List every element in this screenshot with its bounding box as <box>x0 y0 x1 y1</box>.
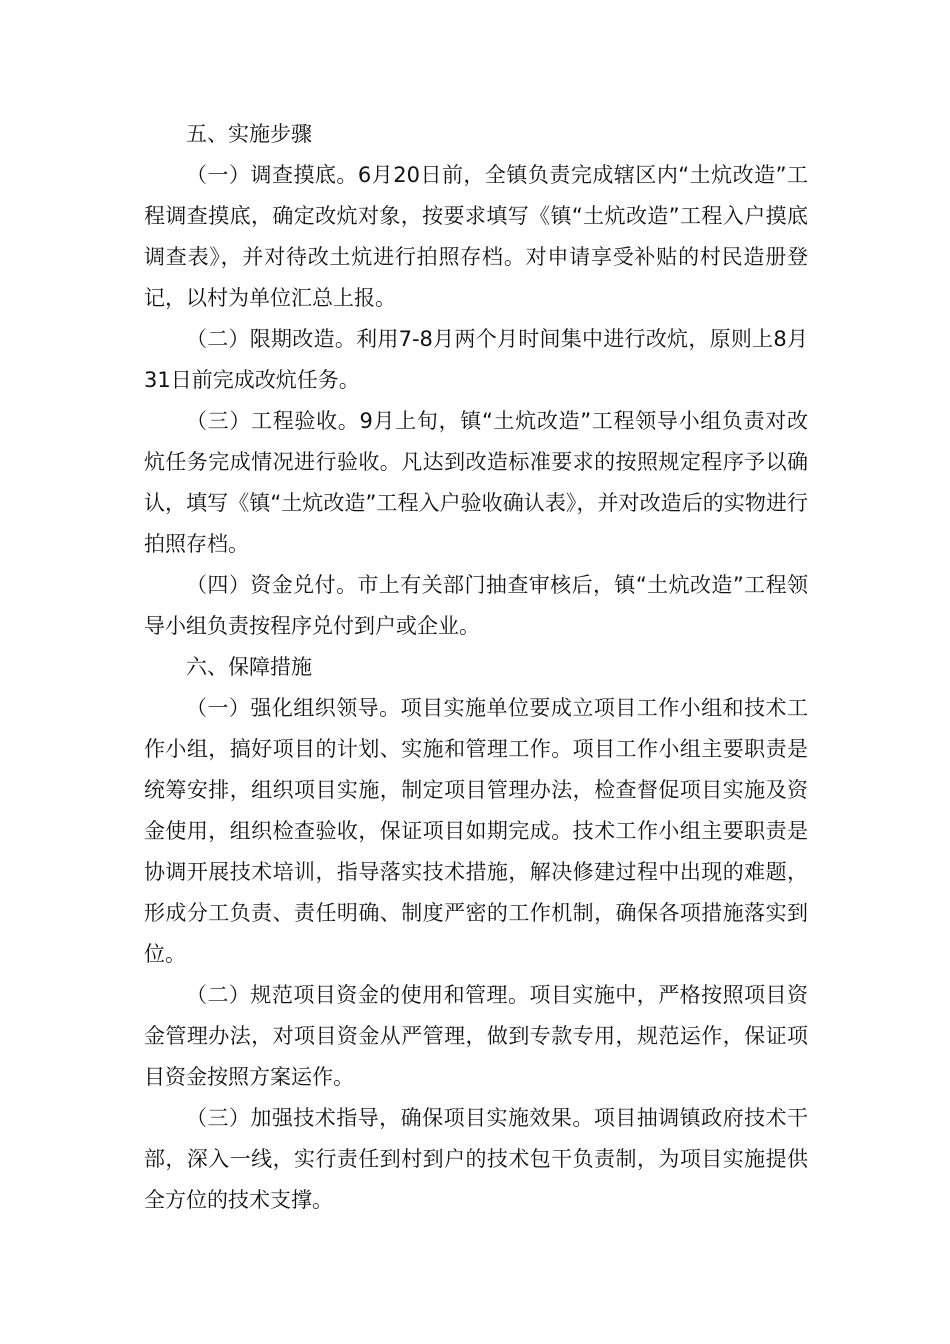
paragraph-organization-leadership: （一）强化组织领导。项目实施单位要成立项目工作小组和技术工作小组，搞好项目的计划、实施和管理工作。项目工作小组主要职责是统筹安排，组织项目实施，制定项目管理办法，检查督促项目实施及资金使用，组织检查验收，保证项目如期完成。技术工作小组主要职责是协调开展技术培训，指导落实技术措施，解决修建过程中出现的难题，形成分工负责、责任明确、制度严密的工作机制，确保各项措施落实到位。 <box>144 696 808 966</box>
paragraph-deadline-renovation: （二）限期改造。利用7-8月两个月时间集中进行改炕，原则上8月31日前完成改炕任务。 <box>144 327 808 392</box>
document-body <box>144 114 808 1221</box>
paragraph-survey: （一）调查摸底。6月20日前，全镇负责完成辖区内“土炕改造”工程调查摸底，确定改炕对象，按要求填写《镇“土炕改造”工程入户摸底调查表》，并对待改土炕进行拍照存档。对申请享受补贴的村民造册登记，以村为单位汇总上报。 <box>144 163 808 310</box>
section-heading-safeguards: 六、保障措施 <box>186 655 312 679</box>
section-heading-implementation-steps: 五、实施步骤 <box>186 122 312 146</box>
paragraph-fund-payment: （四）资金兑付。市上有关部门抽查审核后，镇“土炕改造”工程领导小组负责按程序兑付到户或企业。 <box>144 573 808 638</box>
paragraph-technical-guidance: （三）加强技术指导，确保项目实施效果。项目抽调镇政府技术干部，深入一线，实行责任到村到户的技术包干负责制，为项目实施提供全方位的技术支撑。 <box>144 1106 808 1212</box>
paragraph-fund-management: （二）规范项目资金的使用和管理。项目实施中，严格按照项目资金管理办法，对项目资金从严管理，做到专款专用，规范运作，保证项目资金按照方案运作。 <box>144 983 808 1089</box>
paragraph-acceptance: （三）工程验收。9月上旬，镇“土炕改造”工程领导小组负责对改炕任务完成情况进行验收。凡达到改造标准要求的按照规定程序予以确认，填写《镇“土炕改造”工程入户验收确认表》，并对改造后的实物进行拍照存档。 <box>144 409 808 556</box>
